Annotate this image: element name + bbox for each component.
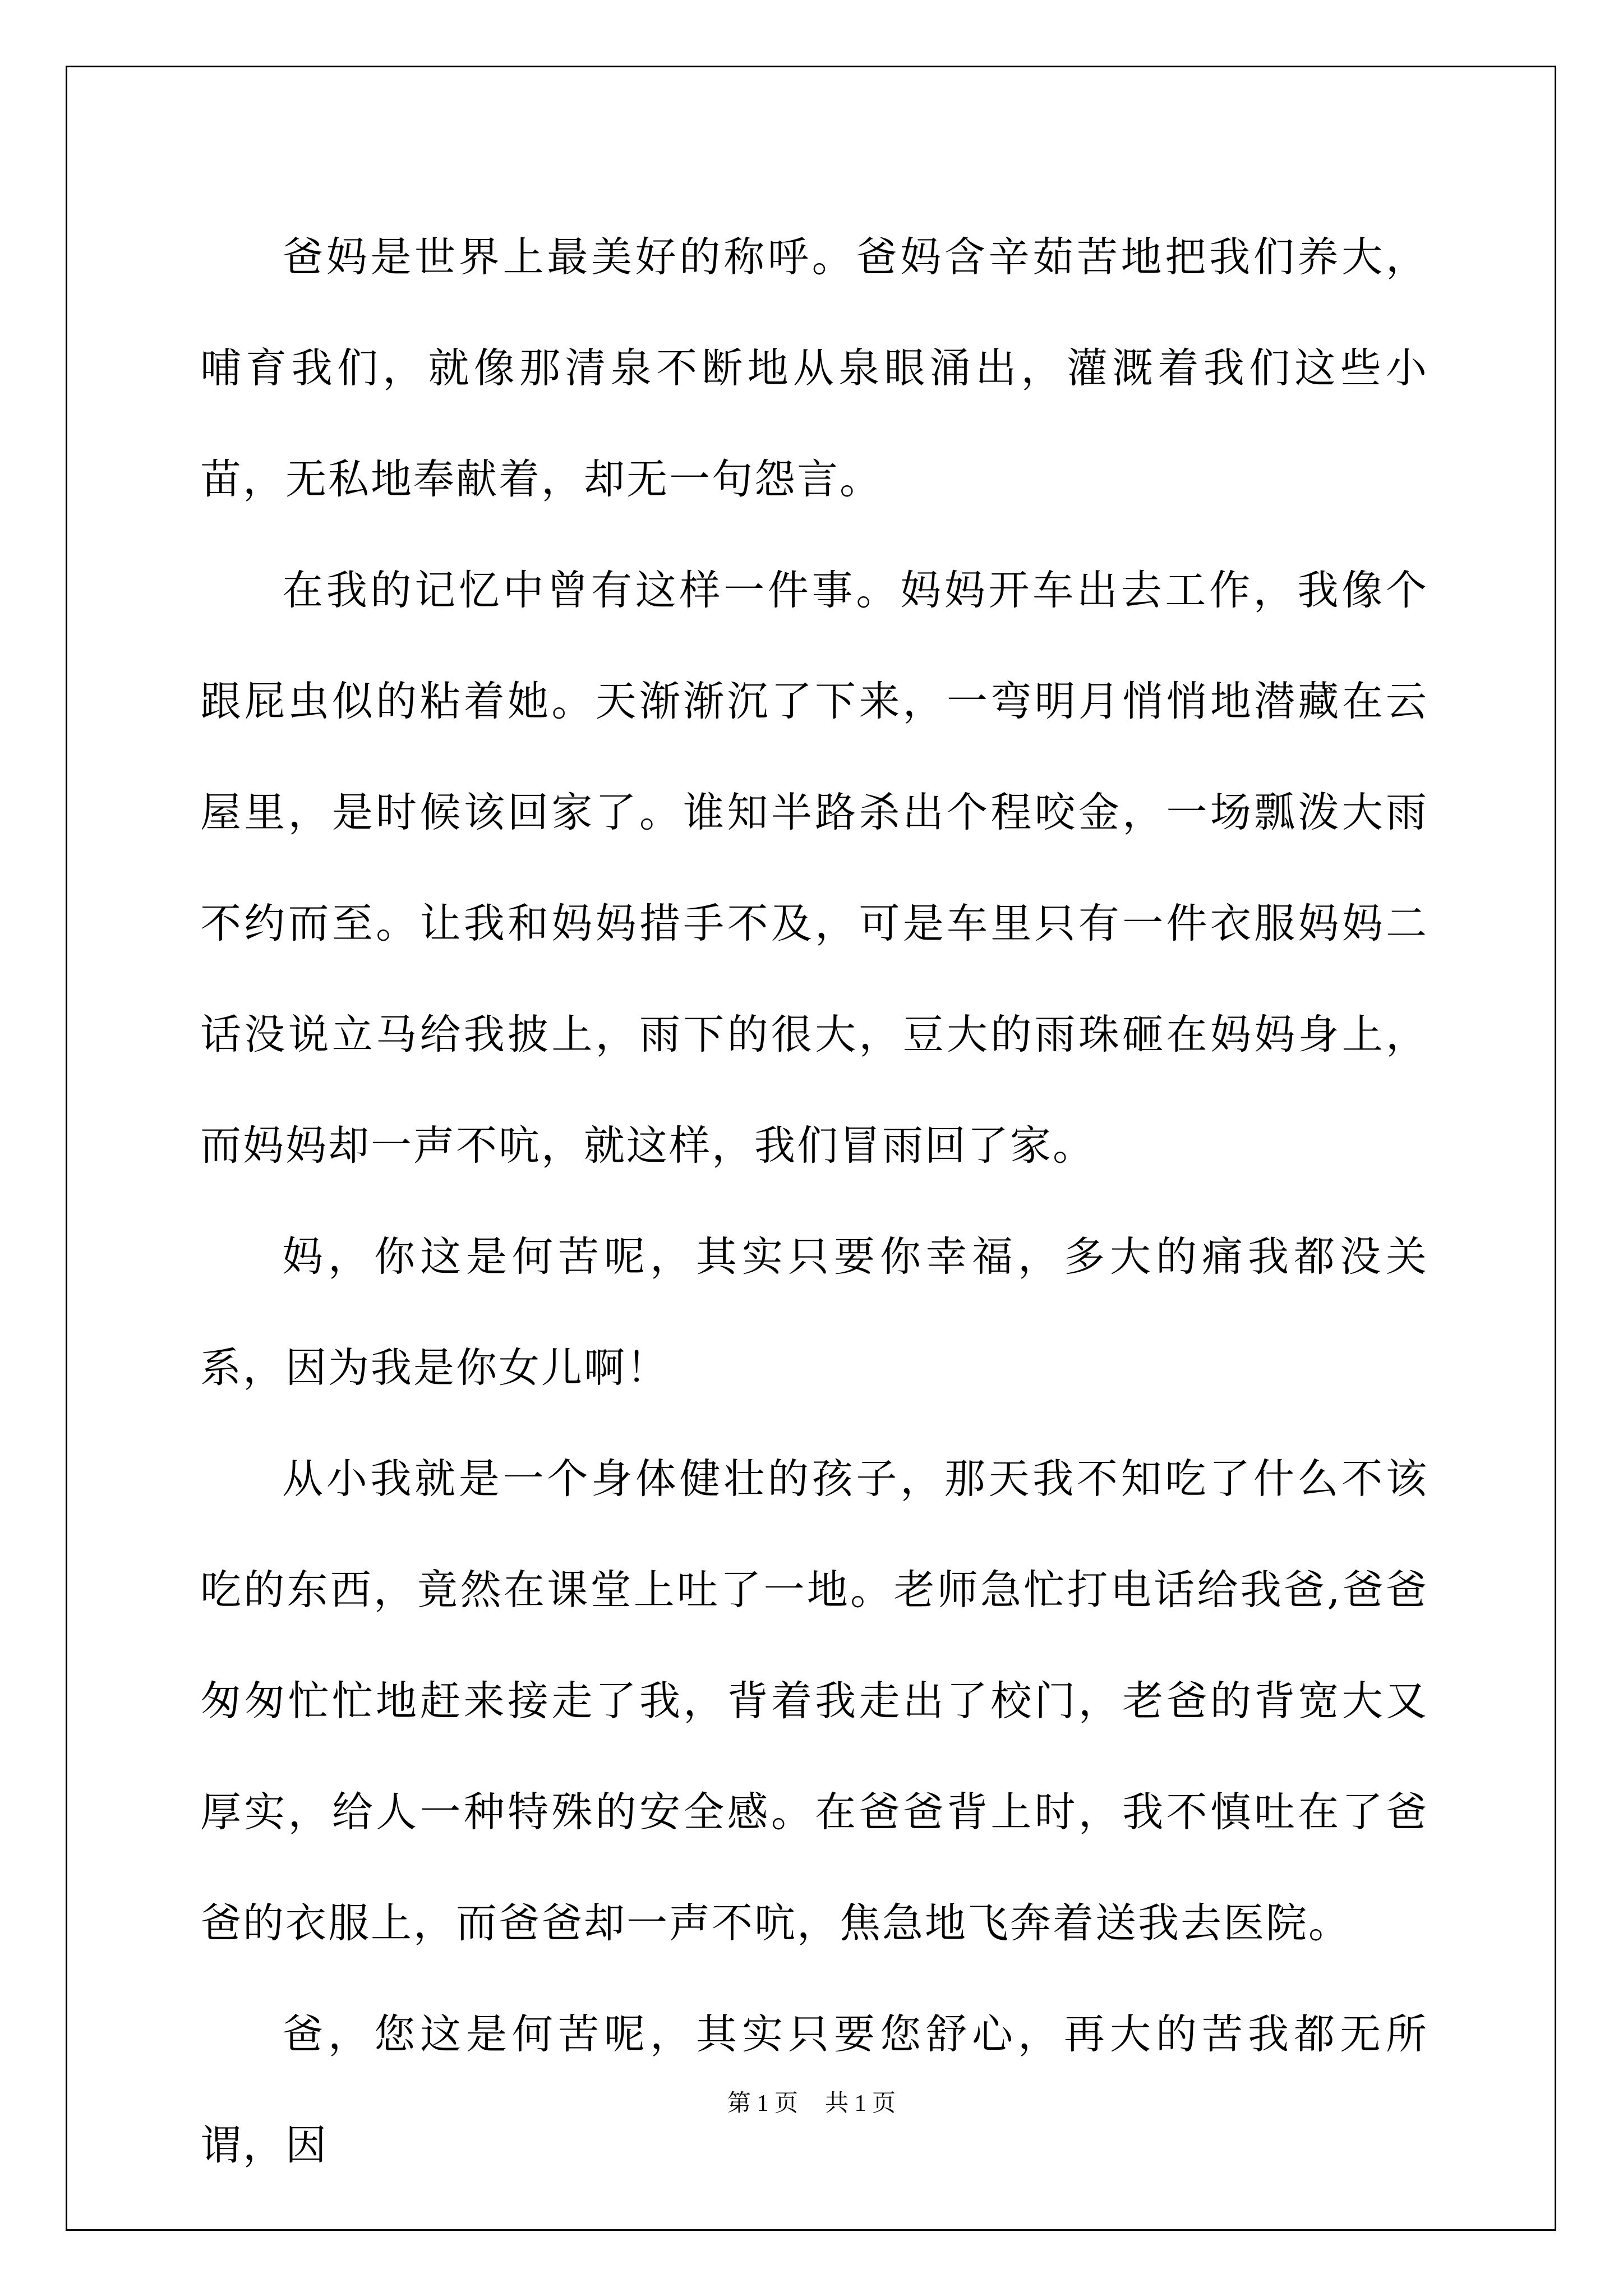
page-number: 第 1 页 [727,2091,798,2116]
paragraph-5: 爸，您这是何苦呢，其实只要您舒心，再大的苦我都无所谓，因 [200,2010,1428,2169]
paragraph-3: 妈，你这是何苦呢，其实只要你幸福，多大的痛我都没关系，因为我是你女儿啊！ [200,1233,1428,1392]
paragraph-2: 在我的记忆中曾有这样一件事。妈妈开车出去工作，我像个跟屁虫似的粘着她。天渐渐沉了下来，一弯明月悄悄地潜藏在云屋里，是时候该回家了。谁知半路杀出个程咬金，一场瓢泼大雨不约而至。让我和妈妈措手不及，可是车里只有一件衣服妈妈二话没说立马给我披上，雨下的很大，豆大的雨珠砸在妈妈身上，而妈妈却一声不吭，就这样，我们冒雨回了家。 [200,567,1428,1170]
paragraph-4: 从小我就是一个身体健壮的孩子，那天我不知吃了什么不该吃的东西，竟然在课堂上吐了一地。老师急忙打电话给我爸,爸爸匆匆忙忙地赶来接走了我，背着我走出了校门，老爸的背宽大又厚实，给人一种特殊的安全感。在爸爸背上时，我不慎吐在了爸爸的衣服上，而爸爸却一声不吭，焦急地飞奔着送我去医院。 [200,1455,1428,1947]
document-body [200,202,1428,2201]
page-total: 共 1 页 [825,2091,896,2116]
paragraph-1: 爸妈是世界上最美好的称呼。爸妈含辛茹苦地把我们养大，哺育我们，就像那清泉不断地从泉眼涌出，灌溉着我们这些小苗，无私地奉献着，却无一句怨言。 [200,233,1428,503]
page-footer [0,2087,1623,2120]
